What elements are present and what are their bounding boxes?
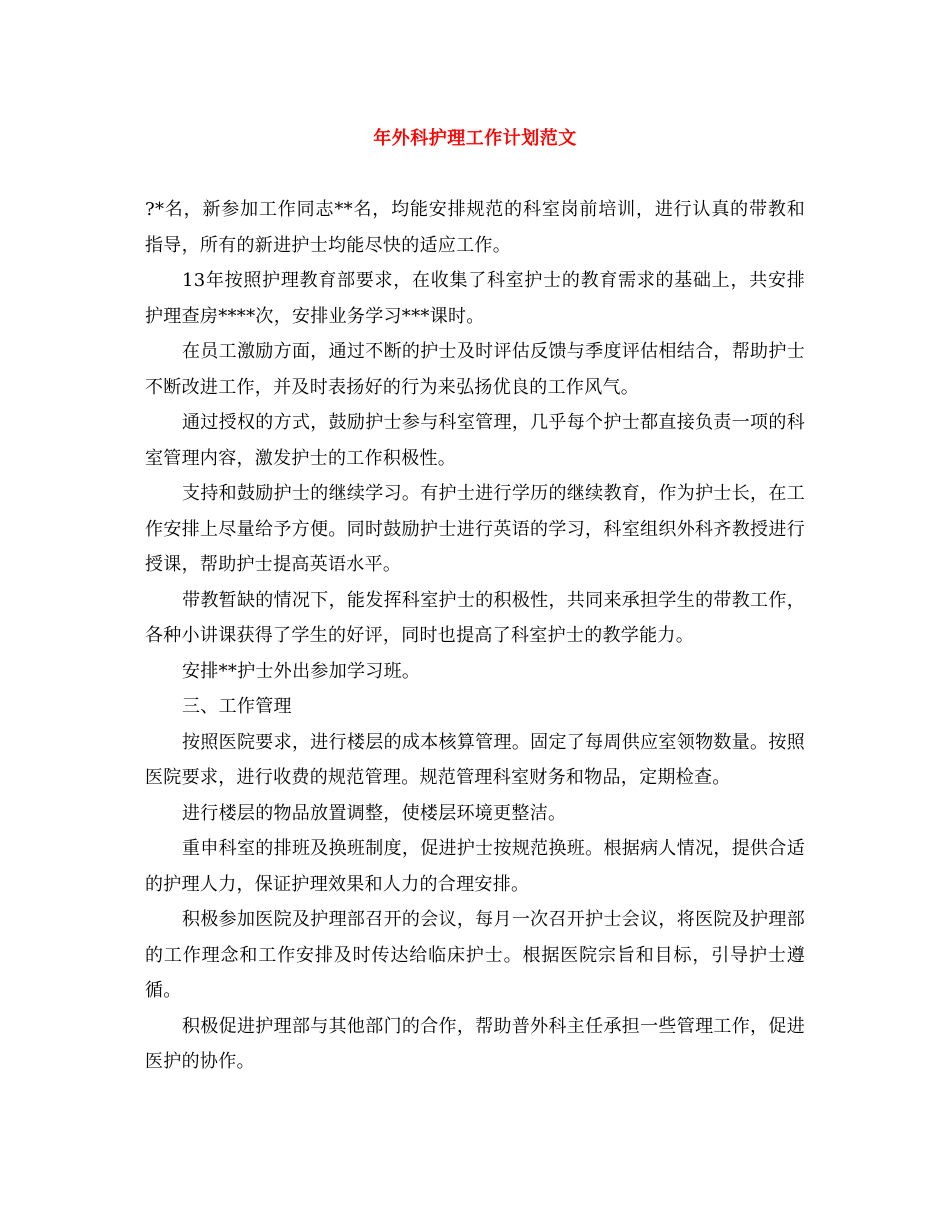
- paragraph: 通过授权的方式，鼓励护士参与科室管理，几乎每个护士都直接负责一项的科室管理内容，激发护士的工作积极性。: [145, 412, 805, 469]
- paragraph: 重申科室的排班及换班制度，促进护士按规范换班。根据病人情况，提供合适的护理人力，保证护理效果和人力的合理安排。: [145, 838, 805, 895]
- paragraph: 积极参加医院及护理部召开的会议，每月一次召开护士会议，将医院及护理部的工作理念和工作安排及时传达给临床护士。根据医院宗旨和目标，引导护士遵循。: [145, 909, 805, 1001]
- paragraph: 积极促进护理部与其他部门的合作，帮助普外科主任承担一些管理工作，促进医护的协作。: [145, 1015, 805, 1072]
- paragraph: ?*名，新参加工作同志**名，均能安排规范的科室岗前培训，进行认真的带教和指导，所有的新进护士均能尽快的适应工作。: [145, 199, 805, 256]
- paragraph: 支持和鼓励护士的继续学习。有护士进行学历的继续教育，作为护士长，在工作安排上尽量给予方便。同时鼓励护士进行英语的学习，科室组织外科齐教授进行授课，帮助护士提高英语水平。: [145, 483, 805, 575]
- document-title: 年外科护理工作计划范文: [373, 128, 577, 149]
- paragraph: 安排**护士外出参加学习班。: [182, 660, 421, 682]
- paragraph: 13年按照护理教育部要求，在收集了科室护士的教育需求的基础上，共安排护理查房****次，安排业务学习***课时。: [145, 270, 805, 327]
- section-heading: 三、工作管理: [182, 696, 292, 717]
- paragraph: 在员工激励方面，通过不断的护士及时评估反馈与季度评估相结合，帮助护士不断改进工作，并及时表扬好的行为来弘扬优良的工作风气。: [145, 341, 805, 398]
- paragraph: 进行楼层的物品放置调整，使楼层环境更整洁。: [182, 802, 567, 824]
- document-body: [145, 192, 805, 1080]
- paragraph: 带教暂缺的情况下，能发挥科室护士的积极性，共同来承担学生的带教工作，各种小讲课获得了学生的好评，同时也提高了科室护士的教学能力。: [145, 589, 805, 646]
- paragraph: 按照医院要求，进行楼层的成本核算管理。固定了每周供应室领物数量。按照医院要求，进行收费的规范管理。规范管理科室财务和物品，定期检查。: [145, 731, 805, 788]
